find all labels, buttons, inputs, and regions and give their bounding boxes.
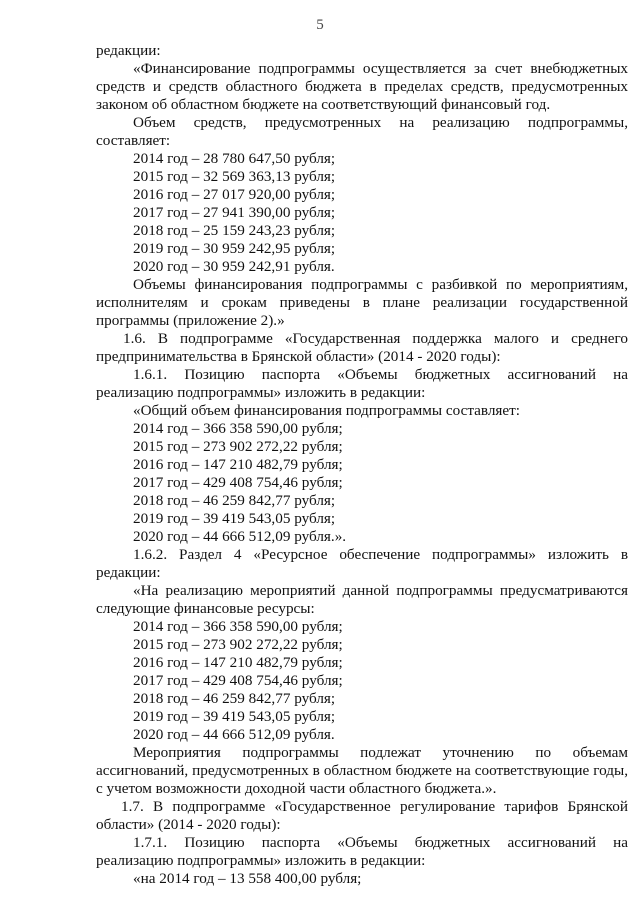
list-item: 2014 год – 366 358 590,00 рубля; bbox=[133, 420, 343, 437]
list-item: 2018 год – 25 159 243,23 рубля; bbox=[133, 222, 336, 239]
list-item: 2019 год – 30 959 242,95 рубля; bbox=[133, 240, 336, 257]
list-item: 2018 год – 46 259 842,77 рубля; bbox=[133, 690, 336, 707]
list-item: «Общий объем финансирования подпрограммы составляет: bbox=[133, 402, 521, 419]
list-item: 2020 год – 44 666 512,09 рубля.». bbox=[133, 528, 347, 545]
paragraph: «Финансирование подпрограммы осуществляется за счет внебюджетных средств и средств областного бюджета в пределах средств, предусмотренных законом об областном бюджете на соответствующий финансовый год. bbox=[96, 60, 628, 113]
list-item: 2015 год – 273 902 272,22 рубля; bbox=[133, 438, 343, 455]
page-number: 5 bbox=[316, 17, 324, 33]
paragraph: «На реализацию мероприятий данной подпрограммы предусматриваются следующие финансовые ресурсы: bbox=[96, 582, 628, 617]
paragraph: 1.7. В подпрограмме «Государственное регулирование тарифов Брянской области» (2014 - 2020 годы): bbox=[96, 798, 628, 833]
paragraph: 1.6.1. Позицию паспорта «Объемы бюджетных ассигнований на реализацию подпрограммы» изложить в редакции: bbox=[96, 366, 628, 401]
list-item: 2019 год – 39 419 543,05 рубля; bbox=[133, 708, 336, 725]
list-item: 2015 год – 273 902 272,22 рубля; bbox=[133, 636, 343, 653]
paragraph: 1.6.2. Раздел 4 «Ресурсное обеспечение подпрограммы» изложить в редакции: bbox=[96, 546, 628, 581]
paragraph: Мероприятия подпрограммы подлежат уточнению по объемам ассигнований, предусмотренных в областном бюджете на соответствующие годы, с учетом возможности доходной части областного бюджета.». bbox=[96, 744, 628, 797]
list-item: 2014 год – 28 780 647,50 рубля; bbox=[133, 150, 336, 167]
list-item: 2016 год – 147 210 482,79 рубля; bbox=[133, 654, 343, 671]
list-item: 2016 год – 147 210 482,79 рубля; bbox=[133, 456, 343, 473]
list-item: 2020 год – 30 959 242,91 рубля. bbox=[133, 258, 335, 275]
paragraph: редакции: bbox=[96, 42, 161, 59]
list-item: 2015 год – 32 569 363,13 рубля; bbox=[133, 168, 336, 185]
list-item: «на 2014 год – 13 558 400,00 рубля; bbox=[133, 870, 362, 887]
list-item: 2017 год – 27 941 390,00 рубля; bbox=[133, 204, 336, 221]
list-item: 2016 год – 27 017 920,00 рубля; bbox=[133, 186, 336, 203]
paragraph: Объемы финансирования подпрограммы с разбивкой по мероприятиям, исполнителям и срокам приведены в плане реализации государственной программы (приложение 2).» bbox=[96, 276, 628, 329]
list-item: 2017 год – 429 408 754,46 рубля; bbox=[133, 474, 343, 491]
list-item: 2019 год – 39 419 543,05 рубля; bbox=[133, 510, 336, 527]
list-item: 2017 год – 429 408 754,46 рубля; bbox=[133, 672, 343, 689]
list-item: 2020 год – 44 666 512,09 рубля. bbox=[133, 726, 335, 743]
paragraph: 1.7.1. Позицию паспорта «Объемы бюджетных ассигнований на реализацию подпрограммы» изложить в редакции: bbox=[96, 834, 628, 869]
document-body bbox=[96, 42, 628, 888]
list-item: 2014 год – 366 358 590,00 рубля; bbox=[133, 618, 343, 635]
paragraph: 1.6. В подпрограмме «Государственная поддержка малого и среднего предпринимательства в Брянской области» (2014 - 2020 годы): bbox=[96, 330, 628, 365]
paragraph: Объем средств, предусмотренных на реализацию подпрограммы, составляет: bbox=[96, 114, 628, 149]
list-item: 2018 год – 46 259 842,77 рубля; bbox=[133, 492, 336, 509]
